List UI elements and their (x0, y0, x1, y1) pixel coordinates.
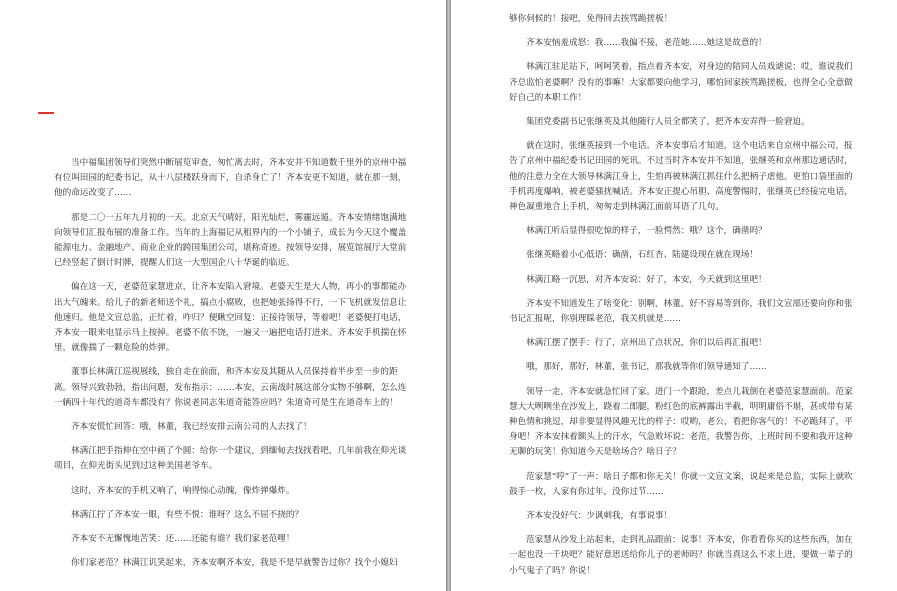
paragraph: 哦，那好，那好，林董，张书记，那我就等你们领导通知了…… (526, 362, 767, 373)
paragraph: 齐本安不无懈愧地苦笑：还……还能有谁？我们家老范哩！ (71, 534, 295, 545)
paragraph: 范家慧从沙发上站起来，走到礼品跟前：说事！齐本安，你看看你买的这些东西，加在一起也没一千块吧？能好意思送给你儿子的老师吗？你就当真这么不求上进，要做一辈子的小气鬼子了吗？你说！ (509, 535, 853, 576)
paragraph: 林满江驻足站下，呵呵笑着，指点着齐本安，对身边的陪同人员戏谑说：哎，谁说我们齐总监怕老婆啊？没有的事嘛！大家都要向他学习，哪怕回家挨骂跪搓板，也得全心全意做好自己的本职工作！ (509, 62, 853, 103)
chapter-marker (38, 112, 54, 114)
paragraph: 当中福集团领导们突然中断展览审查，匆忙离去时，齐本安并不知道数千里外的京州中福有位叫田园的纪委书记，从十八层楼跃身而下，自杀身亡了！齐本安更不知道，就在那一刻，他的命运改变了…… (54, 158, 407, 199)
paragraph: 齐本安没好气：少讽刺我，有事说事！ (526, 511, 673, 522)
paragraph: 够你伺候的！接吧，免得回去挨骂跪搓板！ (509, 14, 673, 24)
paragraph: 偏在这一天，老婆范家慧进京，让齐本安陷入窘境。老婆天生是大人物，再小的事都能办出大气魄来。给儿子的新老师送个礼，搞点小腐败，也把她张扬得不行，一下飞机就发信息让他速归。他是文宣总监，正忙着，咋归？便瞅空回复：正接待领导，等着吧！老婆便打电话，齐本安一眼来电显示马上按掉。老婆不依不饶，一遍又一遍把电话打进来。齐本安手机揣在怀里，就像揣了一颗危险的炸弹。 (54, 282, 407, 354)
paragraph: 就在这时，张继英接到一个电话。齐本安事后才知道，这个电话来自京州中福公司，报告了京州中福纪委书记田园的死讯。不过当时齐本安并不知道，张继英和京州那边通话时，他的注意力全在大领导林满江身上，生怕再被林满江抓住什么把柄子虐他。更怕口袋里面的手机再度爆响，被老婆骚扰喊话。齐本安正提心吊胆、高度警惕时，张继英已经接完电话，神色凝重地合上手机，匆匆走到林满江面前耳语了几句。 (509, 141, 853, 213)
paragraph: 齐本安慌忙回答：哦，林董，我已经安排云南公司的人去找了！ (71, 422, 312, 433)
paragraph: 林满江把手指伸在空中画了个圆：给你一个建议，到缅甸去找找看吧，几年前我在仰光谈项目，在仰光街头见到过这种美国老爷车。 (54, 446, 407, 472)
paragraph: 领导一走，齐本安就急忙回了家。进门一个跟跄，差点儿栽倒在老婆范家慧面前。范家慧大大咧咧坐在沙发上，跷着二郎腿，粉红色的底裤露出半截，明明庸俗不堪，甚或带有某种色情和挑逗，却非要显得风趣无比的样子：哎哟，老公，看把你客气的！不必跪拜了，平身吧！齐本安抹着额头上的汗水，气急败坏说：老范，我警告你，上班时间不要和我开这种无聊的玩笑！你知道今天是啥场合？啥日子？ (509, 386, 853, 458)
paragraph: 林满江略一沉思，对齐本安说：好了，本安，今天就到这里吧！ (526, 274, 767, 285)
paragraph: 齐本安恼羞成怒：我……我偏不接，老范她……她这是故意的！ (526, 38, 767, 49)
paragraph: 这时，齐本安的手机又响了，响得惊心动魄，像炸弹爆炸。 (71, 485, 295, 496)
paragraph: 林满江听后显得很吃惊的样子，一脸愕然：哦？这个，确凿吗？ (526, 226, 767, 237)
right-page (451, 0, 897, 591)
paragraph: 林满江摆了摆手：行了，京州出了点状况，你们以后再汇报吧！ (526, 338, 767, 349)
paragraph: 你们家老范？林满江讥笑起来，齐本安啊齐本安，我是不是早就警告过你？找个小媳妇 (71, 558, 398, 569)
paragraph: 那是二〇一五年九月初的一天。北京天气晴好，阳光灿烂，雾霾远遁。齐本安情绪饱满地向领导们汇报布展的准备工作。当年的上海福记从租界内的一个小铺子，成长为今天这个覆盖能源电力、金融地产、商业企业的跨国集团公司，堪称奇迹。按领导安排，展览馆展厅大堂前已经竖起了倒计时牌，提醒人们这一大型国企八十华诞的临近。 (54, 212, 407, 269)
paragraph: 集团党委副书记张继英及其他随行人员全都笑了，把齐本安弄得一脸窘迫。 (526, 117, 810, 128)
paragraph: 林满江拧了齐本安一眼，有些不悦：谁呀？这么不屈不挠的？ (71, 509, 304, 520)
left-page (0, 0, 446, 591)
paragraph: 齐本安不知道发生了啥变化：别啊，林董，好不容易等到你，我们文宣部还要向你和张书记汇报呢，你别理睬老范，我关机就是…… (509, 298, 853, 325)
left-page-text (54, 156, 412, 571)
paragraph: 范家慧“哼”了一声：啥日子都和你无关！你就一文宣文案，说起来是总监，实际上就吹鼓手一枚，人家有你过年，没你过节…… (509, 471, 853, 497)
paragraph: 董事长林满江巡视展线，独自走在前面，和齐本安及其随从人员保持着半步至一步的距离。领导兴致勃勃，指出问题，发布指示：……本安，云南战时展这部分实物不够啊，怎么连一辆四十年代的道奇车都没有？你说老同志朱道奇能答应吗？朱道奇可是生在道奇车上的！ (54, 367, 407, 408)
paragraph: 张继英略着小心低语：确凿，石红杏、陆建设现在就在现场！ (526, 250, 759, 261)
right-page-text (509, 12, 854, 579)
